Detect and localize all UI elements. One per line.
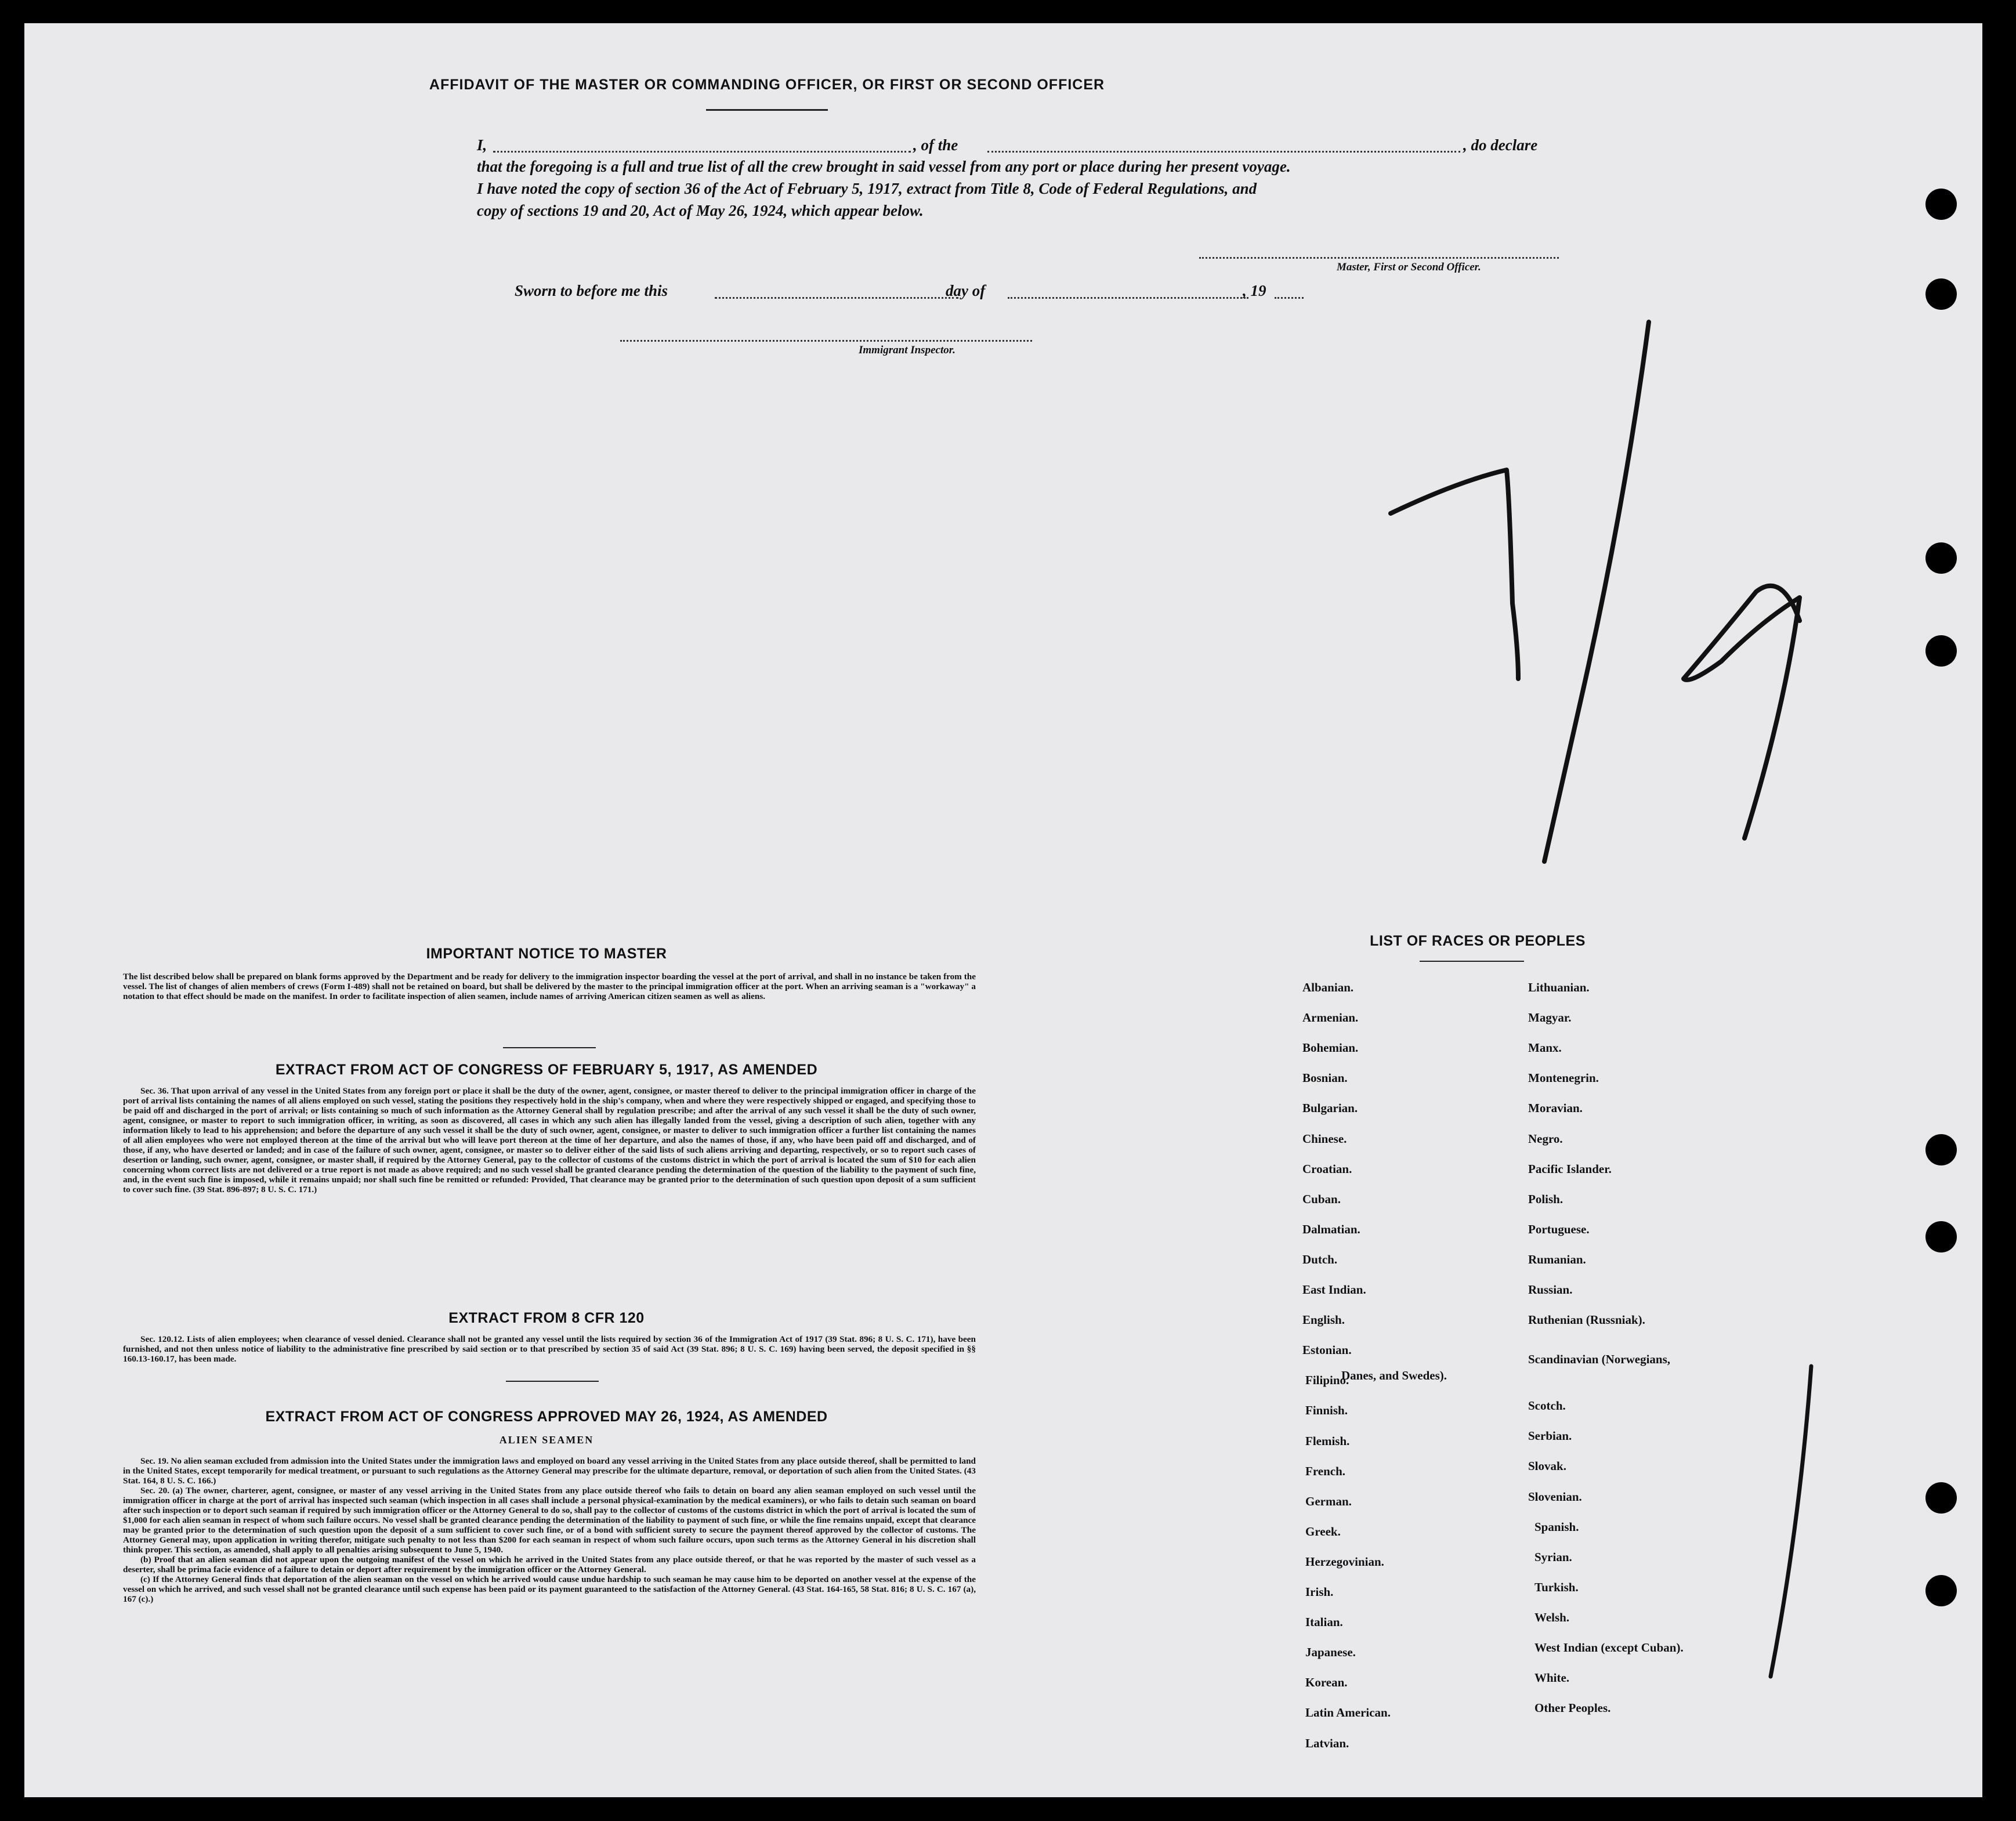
race-item: Slovenian. xyxy=(1528,1489,1582,1504)
extract-cfr-text: Sec. 120.12. Lists of alien employees; when clearance of vessel denied. Clearance shall not be granted any vessel until the lists required by section 36 of the Immigration Act of 1917 (39 Stat. 896; 8 U. S. C. 171), have been furnished, and not then unless notice of liability to the administrative fine prescribed by said section or to that prescribed by section 35 of said Act (39 Stat. 896; 8 U. S. C. 169) having been served, the deposit specified in §§ 160.13-160.17, has been made. xyxy=(123,1334,976,1364)
race-item: Manx. xyxy=(1528,1041,1562,1055)
binder-hole xyxy=(1925,189,1957,220)
race-item: White. xyxy=(1534,1671,1570,1685)
affidavit-title: AFFIDAVIT OF THE MASTER OR COMMANDING OFFICER, OR FIRST OR SECOND OFFICER xyxy=(429,77,1105,93)
race-item: Filipino. xyxy=(1305,1373,1349,1388)
binder-hole xyxy=(1925,278,1957,310)
binder-hole xyxy=(1925,1221,1957,1252)
binder-hole xyxy=(1925,1575,1957,1606)
inspector-label: Immigrant Inspector. xyxy=(859,344,955,356)
section-19-text: Sec. 19. No alien seaman excluded from admission into the United States under the immigration laws and employed on board any vessel arriving in the United States from any place outside thereof, shall be permitted to land in the United States, except temporarily for medical treatment, or pursuant to such regulations as the Attorney General may prescribe for the ultimate departure, removal, or deportation of such alien from the United States. (43 Stat. 164, 8 U. S. C. 166.) xyxy=(123,1456,976,1486)
race-item: Greek. xyxy=(1305,1524,1341,1538)
race-item: Other Peoples. xyxy=(1534,1701,1611,1715)
race-item: Turkish. xyxy=(1534,1580,1579,1594)
race-item: Bulgarian. xyxy=(1302,1101,1358,1116)
race-item: Magyar. xyxy=(1528,1011,1572,1025)
day-of-label: day of xyxy=(946,282,986,299)
race-item: Portuguese. xyxy=(1528,1222,1590,1236)
race-item: Croatian. xyxy=(1302,1161,1352,1176)
extract-1917-title: EXTRACT FROM ACT OF CONGRESS OF FEBRUARY 5, 1917, AS AMENDED xyxy=(275,1062,818,1078)
race-item: Spanish. xyxy=(1534,1519,1579,1534)
race-item: Finnish. xyxy=(1305,1403,1348,1418)
race-item: Dutch. xyxy=(1302,1252,1338,1266)
race-item: Polish. xyxy=(1528,1192,1563,1206)
notice-title: IMPORTANT NOTICE TO MASTER xyxy=(426,946,667,962)
race-item: Moravian. xyxy=(1528,1101,1583,1116)
affidavit-of-the: , of the xyxy=(913,136,958,154)
year-prefix: , 19 xyxy=(1243,282,1266,299)
race-item: Albanian. xyxy=(1302,980,1354,994)
binder-hole xyxy=(1925,542,1957,574)
race-item: Danes, and Swedes). xyxy=(1341,1369,1447,1383)
race-item: Russian. xyxy=(1528,1283,1573,1297)
alien-seamen-subtitle: ALIEN SEAMEN xyxy=(499,1434,594,1446)
race-item: English. xyxy=(1302,1313,1345,1327)
affidavit-line-3: I have noted the copy of section 36 of the Act of February 5, 1917, extract from Title 8, Code of Federal Regulations, and xyxy=(477,180,1257,197)
extract-cfr-title: EXTRACT FROM 8 CFR 120 xyxy=(448,1310,645,1326)
binder-hole xyxy=(1925,1134,1957,1165)
affidavit-line-4: copy of sections 19 and 20, Act of May 26, 1924, which appear below. xyxy=(477,202,924,219)
binder-hole xyxy=(1925,1482,1957,1514)
race-item: Estonian. xyxy=(1302,1343,1352,1357)
race-item: Japanese. xyxy=(1305,1645,1356,1660)
race-item: Dalmatian. xyxy=(1302,1222,1360,1236)
race-item: Serbian. xyxy=(1528,1429,1572,1443)
race-item: Italian. xyxy=(1305,1615,1343,1630)
handwritten-mark xyxy=(1771,1366,1811,1677)
affidavit-i: I, xyxy=(477,136,487,154)
section-20c-text: (c) If the Attorney General finds that deportation of the alien seaman on the vessel on which he arrived would cause undue hardship to such seaman he may cause him to be deported on another vessel at the expense of the vessel on which he arrived, and such vessel shall not be granted clearance until such expense has been paid or its payment guaranteed to the satisfaction of the Attorney General. (43 Stat. 164-165, 58 Stat. 816; 8 U. S. C. 167 (a), 167 (c).) xyxy=(123,1574,976,1604)
race-item: Chinese. xyxy=(1302,1131,1347,1146)
race-item: French. xyxy=(1305,1464,1346,1478)
race-item: Syrian. xyxy=(1534,1550,1572,1564)
race-item: Latin American. xyxy=(1305,1706,1391,1720)
race-item: Rumanian. xyxy=(1528,1252,1586,1266)
race-item: Scandinavian (Norwegians, xyxy=(1528,1352,1671,1367)
affidavit-line-2: that the foregoing is a full and true list of all the crew brought in said vessel from any port or place during her present voyage. xyxy=(477,158,1291,175)
section-20b-text: (b) Proof that an alien seaman did not appear upon the outgoing manifest of the vessel on which he arrived in the United States from any place outside thereof, or that he was reported by the master of such vessel as a deserter, shall be prima facie evidence of a failure to detain or deport after requirement by the immigration officer or the Attorney General. xyxy=(123,1555,976,1574)
race-item: Welsh. xyxy=(1534,1610,1570,1624)
affidavit-do-declare: , do declare xyxy=(1463,136,1538,154)
race-item: Ruthenian (Russniak). xyxy=(1528,1313,1645,1327)
race-item: Irish. xyxy=(1305,1585,1334,1599)
form-page xyxy=(24,23,1982,1797)
race-item: West Indian (except Cuban). xyxy=(1534,1641,1684,1655)
race-item: Armenian. xyxy=(1302,1011,1359,1025)
signature-label: Master, First or Second Officer. xyxy=(1337,261,1481,273)
extract-1917-text: Sec. 36. That upon arrival of any vessel in the United States from any foreign port or place it shall be the duty of the owner, agent, consignee, or master thereof to deliver to the principal immigration officer in charge of the port of arrival lists containing the names of all aliens employed on such vessel, stating the positions they respectively hold in the ship's company, when and where they were respectively shipped or engaged, and specifying those to be paid off and discharged in the port of arrival; or lists containing so much of such information as the Attorney General shall by regulation prescribe; and after the arrival of any such vessel it shall be the duty of such owner, agent, consignee, or master to report to such immigration officer, in writing, as soon as discovered, all cases in which any such alien has illegally landed from the vessel, giving a description of such alien, together with any information likely to lead to his apprehension; and before the departure of any such vessel it shall be the duty of such owner, agent, consignee, or master to deliver to such immigration officer a further list containing the names of all alien employees who were not employed thereon at the time of the arrival but who will leave port thereon at the time of her departure, and also the names of those, if any, who have been paid off and discharged, and of those, if any, who have deserted or landed; and in case of the failure of such owner, agent, consignee, or master so to deliver either of the said lists of such aliens arriving and departing, respectively, or so to report such cases of desertion or landing, such owner, agent, consignee, or master shall, if required by the Attorney General, pay to the collector of customs of the customs district in which the port of arrival is located the sum of $10 for each alien concerning whom correct lists are not delivered or a true report is not made as above required; and no such vessel shall be granted clearance pending the determination of the question of the liability to the payment of such fine, and, in the event such fine is imposed, while it remains unpaid; nor shall such fine be remitted or refunded: Provided, That clearance may be granted prior to the determination of such question upon deposit of a sum sufficient to cover such fine. (39 Stat. 896-897; 8 U. S. C. 171.) xyxy=(123,1086,976,1194)
race-item: Herzegovinian. xyxy=(1305,1554,1384,1569)
binder-hole xyxy=(1925,635,1957,667)
handwriting-layer xyxy=(24,23,1982,1797)
races-title: LIST OF RACES OR PEOPLES xyxy=(1370,933,1586,949)
sworn-label: Sworn to before me this xyxy=(515,282,668,299)
race-item: Montenegrin. xyxy=(1528,1071,1599,1085)
notice-text: The list described below shall be prepared on blank forms approved by the Department and be ready for delivery to the immigration inspector boarding the vessel at the port of arrival, and shall in no instance be taken from the vessel. The list of changes of alien members of crews (Form I-489) shall not be retained on board, but shall be delivered by the master to the principal immigration officer at the port. When an arriving seaman is a "workaway" a notation to that effect should be made on the manifest. In order to facilitate inspection of alien seamen, include names of arriving American citizen seamen as well as aliens. xyxy=(123,972,976,1001)
section-20a-text: Sec. 20. (a) The owner, charterer, agent, consignee, or master of any vessel arriving in the United States from any place outside thereof who fails to detain on board any alien seaman employed on such vessel until the immigration officer in charge at the port of arrival has inspected such seaman (which inspection in all cases shall include a personal physical-examination by the medical examiners), or who fails to detain such seaman on board after such inspection or to deport such seaman if required by such immigration officer or the Attorney General to do so, shall pay to the collector of customs of the customs district in which the port of arrival is located the sum of $1,000 for each alien seaman in respect of whom such failure occurs. No vessel shall be granted clearance pending the determination of the liability to payment of such fine, or while the fine remains unpaid, except that clearance may be granted prior to the determination of such question upon the deposit of a sum sufficient to cover such fine, or of a bond with sufficient surety to secure the payment thereof approved by the collector of customs. The Attorney General may, upon application in writing therefor, mitigate such penalty to not less than $200 for each seaman in respect of whom such failure occurs, upon such terms as the Attorney General in his discretion shall think proper. This section, as amended, shall apply to all penalties arising subsequent to June 5, 1940. xyxy=(123,1486,976,1555)
handwritten-number xyxy=(1391,322,1800,861)
race-item: Bosnian. xyxy=(1302,1071,1348,1085)
race-item: Negro. xyxy=(1528,1131,1563,1146)
race-item: Flemish. xyxy=(1305,1433,1350,1448)
race-item: German. xyxy=(1305,1494,1352,1508)
race-item: Latvian. xyxy=(1305,1736,1349,1750)
race-item: Korean. xyxy=(1305,1675,1348,1690)
race-item: Scotch. xyxy=(1528,1399,1566,1413)
race-item: Bohemian. xyxy=(1302,1041,1359,1055)
extract-1924-title: EXTRACT FROM ACT OF CONGRESS APPROVED MAY 26, 1924, AS AMENDED xyxy=(265,1409,828,1425)
race-item: East Indian. xyxy=(1302,1283,1366,1297)
race-item: Cuban. xyxy=(1302,1192,1341,1206)
race-item: Pacific Islander. xyxy=(1528,1161,1612,1176)
race-item: Slovak. xyxy=(1528,1459,1566,1474)
race-item: Lithuanian. xyxy=(1528,980,1590,994)
